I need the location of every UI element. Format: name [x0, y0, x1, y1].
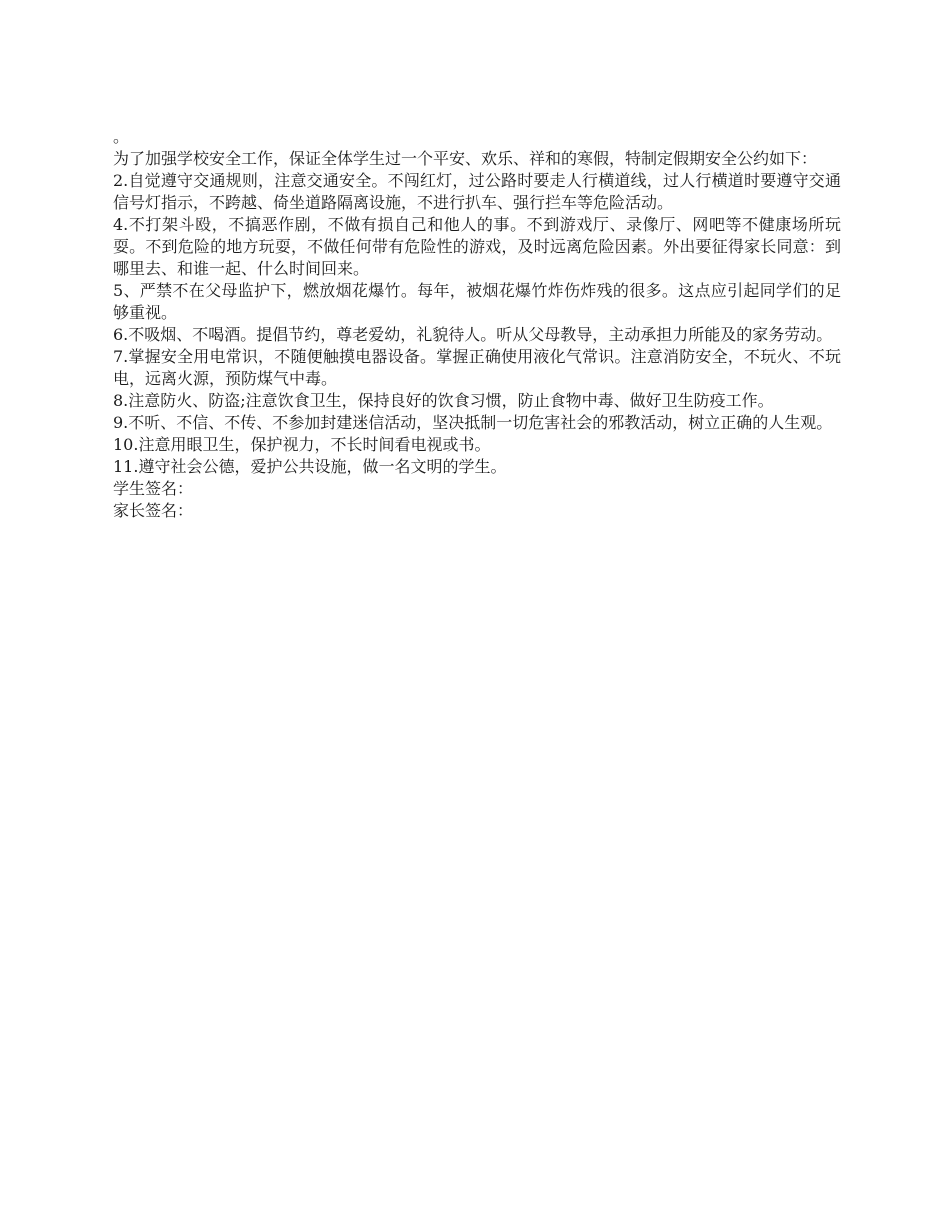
rule-item-4: 4.不打架斗殴，不搞恶作剧，不做有损自己和他人的事。不到游戏厅、录像厅、网吧等不健康场所玩耍。不到危险的地方玩耍，不做任何带有危险性的游戏，及时远离危险因素。外出要征得家长同意：到哪里去、和谁一起、什么时间回来。	[113, 215, 841, 278]
document-body	[113, 126, 841, 522]
leading-punctuation: 。	[113, 127, 130, 146]
rule-item-6: 6.不吸烟、不喝酒。提倡节约，尊老爱幼，礼貌待人。听从父母教导，主动承担力所能及的家务劳动。	[113, 325, 833, 344]
rule-item-10: 10.注意用眼卫生，保护视力，不长时间看电视或书。	[113, 435, 491, 454]
rule-item-8: 8.注意防火、防盗;注意饮食卫生，保持良好的饮食习惯，防止食物中毒、做好卫生防疫工作。	[113, 391, 774, 410]
rule-item-9: 9.不听、不信、不传、不参加封建迷信活动，坚决抵制一切危害社会的邪教活动，树立正确的人生观。	[113, 413, 833, 432]
intro-paragraph: 为了加强学校安全工作，保证全体学生过一个平安、欢乐、祥和的寒假，特制定假期安全公约如下：	[113, 149, 818, 168]
rule-item-5: 5、严禁不在父母监护下，燃放烟花爆竹。每年，被烟花爆竹炸伤炸残的很多。这点应引起同学们的足够重视。	[113, 281, 841, 322]
rule-item-7: 7.掌握安全用电常识，不随便触摸电器设备。掌握正确使用液化气常识。注意消防安全，不玩火、不玩电，远离火源，预防煤气中毒。	[113, 347, 841, 388]
rule-item-2: 2.自觉遵守交通规则，注意交通安全。不闯红灯，过公路时要走人行横道线，过人行横道时要遵守交通信号灯指示，不跨越、倚坐道路隔离设施，不进行扒车、强行拦车等危险活动。	[113, 171, 841, 212]
parent-signature-label: 家长签名：	[113, 501, 194, 520]
rule-item-11: 11.遵守社会公德，爱护公共设施，做一名文明的学生。	[113, 457, 507, 476]
student-signature-label: 学生签名：	[113, 479, 194, 498]
